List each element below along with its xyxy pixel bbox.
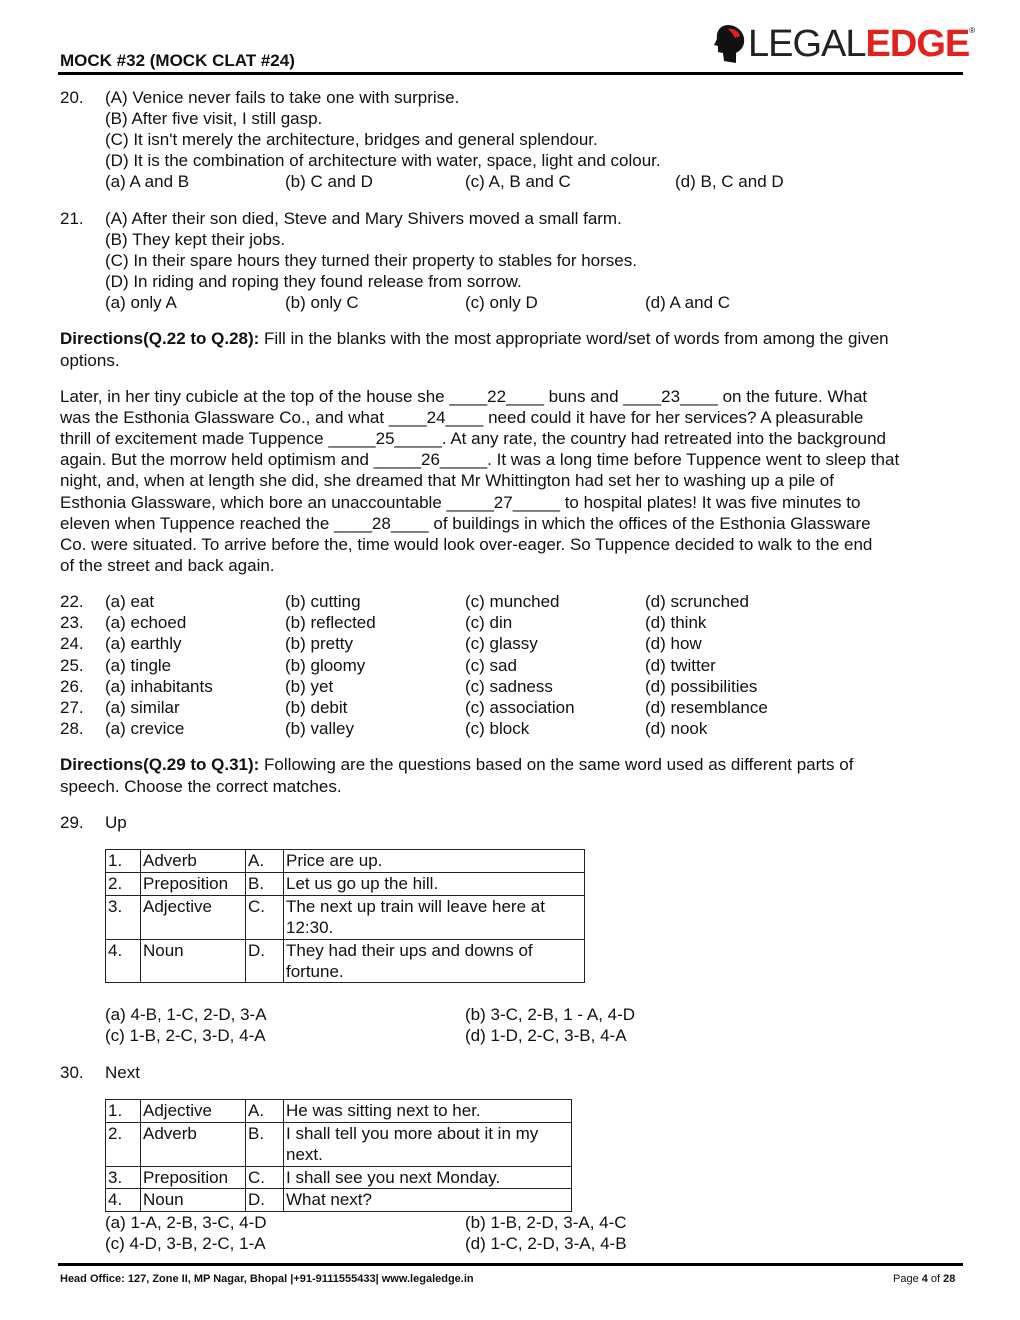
sentence: I shall see you next Monday.: [284, 1167, 572, 1189]
question-number: 27.: [60, 698, 84, 717]
statement: (B) After five visit, I still gasp.: [105, 109, 323, 128]
page-number: Page 4 of 28: [893, 1273, 956, 1285]
answer-option: (b) yet: [285, 676, 334, 696]
row-number: 1.: [106, 1100, 141, 1123]
question-number: 23.: [60, 613, 84, 633]
answer-option: (a) A and B: [105, 172, 190, 191]
answer-option: (d) twitter: [645, 655, 716, 675]
question-number: 30.: [60, 1063, 84, 1082]
head-silhouette-icon: [714, 23, 748, 65]
directions-label: Directions(Q.22 to Q.28):: [60, 329, 260, 348]
passage-line: was the Esthonia Glassware Co., and what ____24____ need could it have for her services? A pleasurable: [60, 408, 864, 428]
question-number: 25.: [60, 655, 84, 675]
directions-label: Directions(Q.29 to Q.31):: [60, 755, 260, 774]
answer-option: (c) glassy: [465, 634, 538, 654]
footer-address: Head Office: 127, Zone II, MP Nagar, Bhopal |+91-9111555433| www.legaledge.in: [60, 1273, 474, 1285]
table-row: [106, 850, 585, 873]
row-number: 4.: [106, 1189, 141, 1212]
sentence-letter: C.: [246, 1167, 284, 1189]
statement: (A) Venice never fails to take one with surprise.: [105, 88, 460, 107]
row-number: 2.: [106, 873, 141, 896]
answer-option: (d) 1-D, 2-C, 3-B, 4-A: [465, 1026, 627, 1045]
statement: (D) In riding and roping they found release from sorrow.: [105, 272, 522, 291]
answer-option: (a) eat: [105, 592, 155, 611]
answer-option: (d) scrunched: [645, 592, 749, 611]
sentence-letter: C.: [246, 896, 284, 940]
table-row: [106, 873, 585, 896]
question-number: 21.: [60, 209, 84, 228]
passage-line: eleven when Tuppence reached the ____28____ of buildings in which the offices of the Esthonia Glassware: [60, 513, 871, 533]
answer-option: (b) only C: [285, 293, 359, 312]
directions-text: options.: [60, 351, 120, 370]
answer-option: (c) sadness: [465, 676, 553, 696]
passage-line: Later, in her tiny cubicle at the top of the house she ____22____ buns and ____23____ on the future. What: [60, 387, 868, 406]
statement: (A) After their son died, Steve and Mary Shivers moved a small farm.: [105, 209, 622, 228]
question-number: 29.: [60, 813, 84, 832]
part-of-speech: Adverb: [141, 850, 246, 873]
answer-option: (c) 1-B, 2-C, 3-D, 4-A: [105, 1026, 266, 1045]
passage-line: of the street and back again.: [60, 555, 275, 575]
question-number: 26.: [60, 676, 84, 696]
answer-option: (d) A and C: [645, 293, 731, 312]
answer-option: (d) how: [645, 634, 702, 654]
table-row: [106, 896, 585, 940]
sentence: What next?: [284, 1189, 572, 1212]
legaledge-logo: LEGAL EDGE ®: [714, 22, 975, 66]
part-of-speech: Adjective: [141, 1100, 246, 1123]
row-number: 3.: [106, 896, 141, 940]
sentence: I shall tell you more about it in my next.: [284, 1123, 572, 1167]
answer-option: (d) 1-C, 2-D, 3-A, 4-B: [465, 1234, 627, 1253]
passage-line: again. But the morrow held optimism and _____26_____. It was a long time before Tuppence went to sleep that: [60, 450, 900, 470]
sentence-letter: A.: [246, 850, 284, 873]
answer-option: (b) C and D: [285, 172, 373, 191]
answer-option: (a) tingle: [105, 655, 172, 675]
part-of-speech: Preposition: [141, 873, 246, 896]
table-row: [106, 940, 585, 983]
question-number: 22.: [60, 592, 84, 611]
part-of-speech: Noun: [141, 940, 246, 983]
answer-option: (b) debit: [285, 698, 348, 717]
question-number: 24.: [60, 634, 84, 654]
statement: (B) They kept their jobs.: [105, 230, 286, 249]
statement: (D) It is the combination of architecture with water, space, light and colour.: [105, 151, 661, 170]
answer-option: (d) resemblance: [645, 698, 768, 717]
answer-option: (d) B, C and D: [675, 172, 784, 191]
answer-option: (a) earthly: [105, 634, 182, 654]
sentence: He was sitting next to her.: [284, 1100, 572, 1123]
part-of-speech: Adjective: [141, 896, 246, 940]
footer-rule: [58, 1263, 963, 1266]
answer-option: (c) A, B and C: [465, 172, 571, 191]
answer-option: (b) reflected: [285, 613, 376, 633]
passage-line: night, and, when at length she did, she dreamed that Mr Whittington had set her to washing up a pile of: [60, 471, 834, 491]
sentence: Price are up.: [284, 850, 585, 873]
answer-option: (a) inhabitants: [105, 676, 213, 696]
sentence-letter: D.: [246, 940, 284, 983]
directions: Directions(Q.22 to Q.28): Fill in the blanks with the most appropriate word/set of words from among the given: [60, 329, 889, 348]
answer-option: (c) association: [465, 698, 575, 717]
passage-line: Esthonia Glassware, which bore an unaccountable _____27_____ to hospital plates! It was five minutes to: [60, 492, 861, 512]
row-number: 1.: [106, 850, 141, 873]
directions-text: speech. Choose the correct matches.: [60, 777, 342, 796]
sentence-letter: B.: [246, 1123, 284, 1167]
row-number: 4.: [106, 940, 141, 983]
answer-option: (c) sad: [465, 655, 517, 675]
table-row: [106, 1167, 572, 1189]
match-table: [105, 849, 585, 983]
answer-option: (a) echoed: [105, 613, 187, 633]
header-rule: [58, 72, 963, 75]
match-table: [105, 1099, 572, 1212]
statement: (C) It isn't merely the architecture, bridges and general splendour.: [105, 130, 598, 149]
statement: (C) In their spare hours they turned their property to stables for horses.: [105, 251, 637, 270]
answer-option: (a) 1-A, 2-B, 3-C, 4-D: [105, 1213, 267, 1232]
row-number: 2.: [106, 1123, 141, 1167]
answer-option: (c) munched: [465, 592, 560, 611]
answer-option: (b) pretty: [285, 634, 354, 654]
sentence-letter: D.: [246, 1189, 284, 1212]
table-row: [106, 1189, 572, 1212]
answer-option: (a) similar: [105, 698, 180, 717]
answer-option: (c) block: [465, 719, 530, 739]
part-of-speech: Preposition: [141, 1167, 246, 1189]
passage-line: Co. were situated. To arrive before the, time would look over-eager. So Tuppence decided to walk to the end: [60, 534, 873, 554]
part-of-speech: Noun: [141, 1189, 246, 1212]
answer-option: (b) gloomy: [285, 655, 366, 675]
sentence-letter: B.: [246, 873, 284, 896]
question-number: 28.: [60, 719, 84, 739]
answer-option: (a) 4-B, 1-C, 2-D, 3-A: [105, 1005, 267, 1024]
passage-line: thrill of excitement made Tuppence _____25_____. At any rate, the country had retreated into the background: [60, 429, 886, 449]
sentence: Let us go up the hill.: [284, 873, 585, 896]
page-title: MOCK #32 (MOCK CLAT #24): [60, 51, 295, 70]
answer-option: (b) 3-C, 2-B, 1 - A, 4-D: [465, 1005, 636, 1024]
answer-option: (d) nook: [645, 719, 708, 739]
sentence: They had their ups and downs of fortune.: [284, 940, 585, 983]
sentence-letter: A.: [246, 1100, 284, 1123]
row-number: 3.: [106, 1167, 141, 1189]
directions: Directions(Q.29 to Q.31): Following are the questions based on the same word used as different parts of: [60, 755, 854, 774]
answer-option: (b) cutting: [285, 592, 361, 611]
answer-option: (c) only D: [465, 293, 538, 312]
part-of-speech: Adverb: [141, 1123, 246, 1167]
question-number: 20.: [60, 88, 84, 107]
answer-option: (c) 4-D, 3-B, 2-C, 1-A: [105, 1234, 266, 1253]
answer-option: (a) crevice: [105, 719, 185, 739]
answer-option: (b) valley: [285, 719, 354, 739]
question-word: Up: [105, 813, 127, 832]
table-row: [106, 1123, 572, 1167]
sentence: The next up train will leave here at 12:30.: [284, 896, 585, 940]
question-word: Next: [105, 1063, 140, 1082]
answer-option: (d) possibilities: [645, 676, 758, 696]
answer-option: (c) din: [465, 613, 513, 633]
answer-option: (b) 1-B, 2-D, 3-A, 4-C: [465, 1213, 627, 1232]
answer-option: (a) only A: [105, 293, 177, 312]
table-row: [106, 1100, 572, 1123]
answer-option: (d) think: [645, 613, 707, 633]
